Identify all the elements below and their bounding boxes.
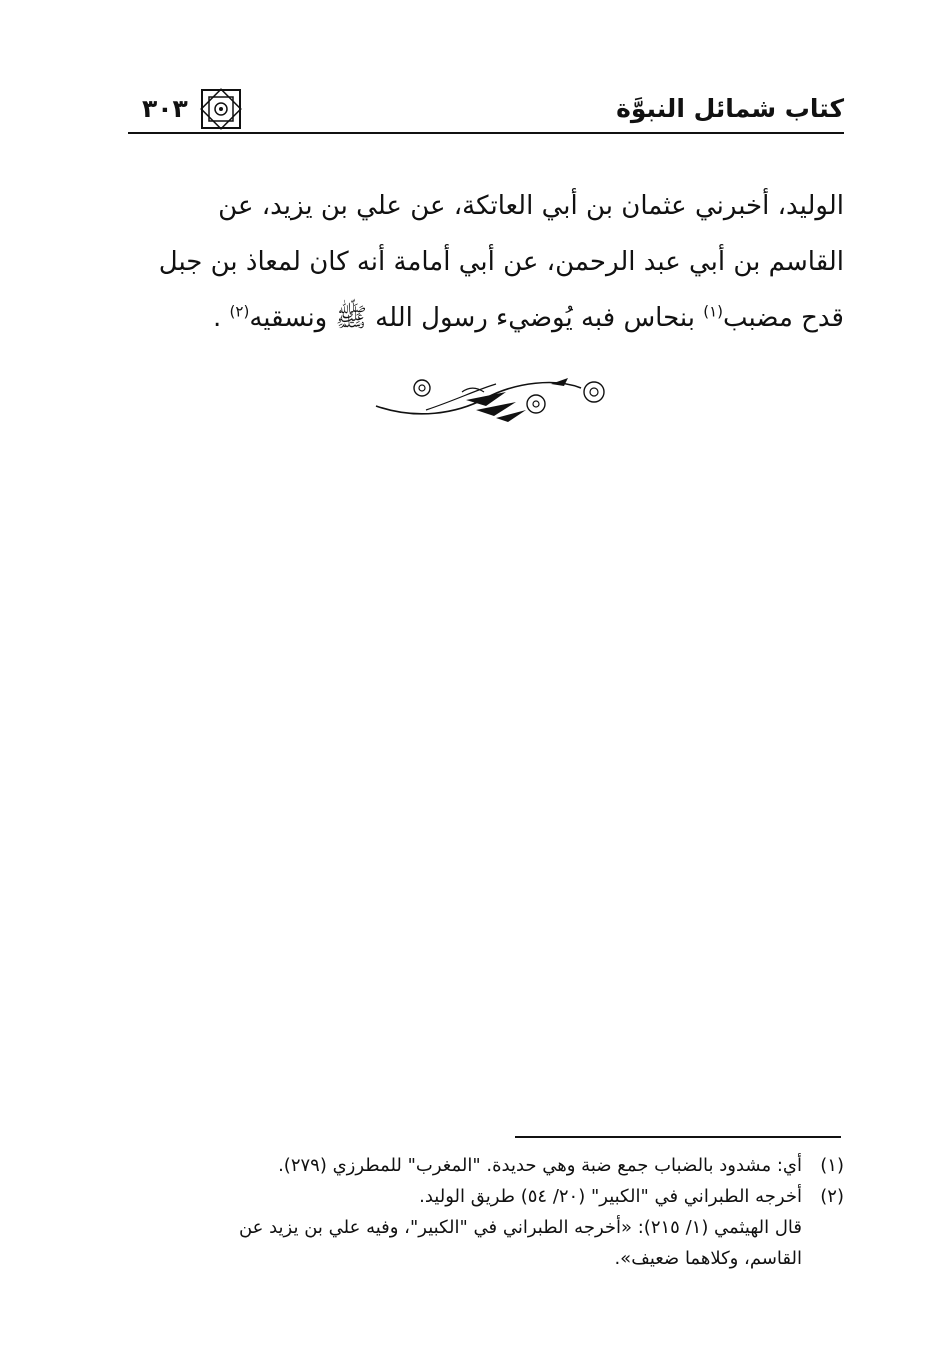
running-title: كتاب شمائل النبوَّة (616, 94, 844, 123)
body-line-part: بنحاس فبه يُوضيء رسول الله ﷺ ونسقيه (249, 303, 695, 333)
footnote-text: أي: مشدود بالضباب جمع ضبة وهي حديدة. "المغرب" للمطرزي (٢٧٩). (278, 1155, 802, 1176)
body-line: القاسم بن أبي عبد الرحمن، عن أبي أمامة أنه كان لمعاذ بن جبل (158, 247, 844, 277)
footnote-text: أخرجه الطبراني في "الكبير" (٢٠/ ٥٤) طريق الوليد. (419, 1186, 802, 1207)
floral-divider-icon (366, 370, 616, 426)
header-rule (128, 132, 844, 134)
footnote-item (129, 1150, 844, 1181)
body-line (132, 290, 844, 346)
body-line-part: قدح مضبب (723, 303, 844, 333)
body-line: الوليد، أخبرني عثمان بن أبي العاتكة، عن علي بن يزيد، عن (218, 191, 844, 221)
footnote-ref-2[interactable]: (٢) (229, 302, 250, 321)
footnote-number: (١) (820, 1155, 844, 1176)
body-line-part: . (213, 303, 222, 333)
footnote-ref-1[interactable]: (١) (703, 302, 724, 321)
page-number-ornament-icon (200, 88, 242, 130)
footnote-number: (٢) (820, 1186, 844, 1207)
footnote-item (129, 1181, 844, 1212)
body-paragraph (132, 178, 844, 346)
page-number: ٣٠٣ (142, 94, 188, 123)
footnote-continuation: القاسم، وكلاهما ضعيف». (614, 1248, 802, 1269)
footnote-rule (515, 1136, 841, 1138)
footnote-continuation: قال الهيثمي (١/ ٢١٥): «أخرجه الطبراني في "الكبير"، وفيه علي بن يزيد عن (238, 1217, 802, 1238)
footnotes (129, 1150, 844, 1274)
page-header (128, 88, 844, 136)
